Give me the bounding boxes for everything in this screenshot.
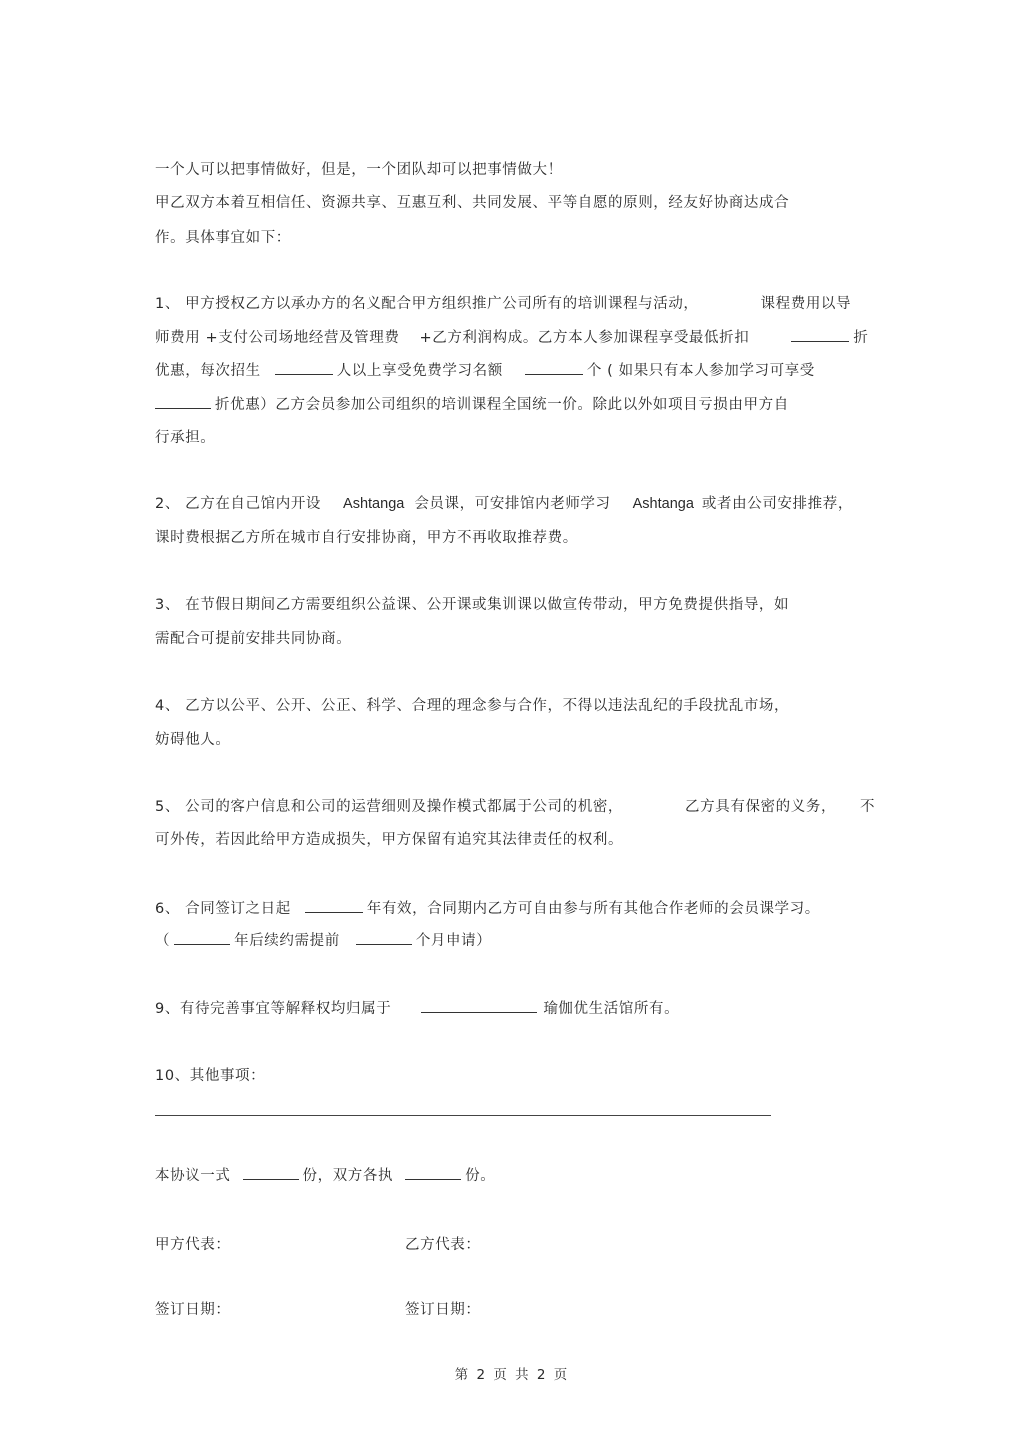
clause-5-line-1 [155, 797, 875, 817]
clause-1-line-3 [155, 360, 815, 381]
blank-field [155, 394, 211, 409]
clause-6-text: 年有效，合同期内乙方可自由参与所有其他合作老师的会员课学习。 [366, 901, 820, 917]
copies-text: 份，双方各执 [302, 1168, 394, 1184]
clause-5-text: 乙方具有保密的义务， [685, 799, 837, 815]
clause-2-line-2: 课时费根据乙方所在城市自行安排协商，甲方不再收取推荐费。 [155, 530, 578, 546]
clause-2-text: 会员课，可安排馆内老师学习 [414, 496, 611, 512]
clause-3-line-2: 需配合可提前安排共同协商。 [155, 631, 352, 647]
page-footer: 第 2 页 共 2 页 [454, 1367, 570, 1383]
clause-6-text: （ [155, 933, 171, 949]
clause-9-text: 9、有待完善事宜等解释权均归属于 [155, 1001, 392, 1017]
clause-1-text: 人以上享受免费学习名额 [336, 363, 503, 379]
intro-line-3: 作。具体事宜如下： [155, 230, 291, 246]
clause-1-text: 个 ( 如果只有本人参加学习可享受 [586, 363, 815, 379]
clause-1-text: 师费用 +支付公司场地经营及管理费 [155, 330, 400, 346]
clause-10-line: 10、其他事项： [155, 1068, 266, 1084]
clause-1-text: 优惠，每次招生 [155, 363, 261, 379]
clause-2-text: Ashtanga [343, 496, 405, 512]
intro-line-1: 一个人可以把事情做好，但是，一个团队却可以把事情做大！ [155, 162, 563, 178]
clause-1-line-2 [155, 327, 868, 348]
blank-field [275, 360, 333, 375]
clause-6-text: 个月申请） [415, 933, 492, 949]
clause-5-text: 5、 公司的客户信息和公司的运营细则及操作模式都属于公司的机密， [155, 799, 624, 815]
clause-6-text: 6、 合同签订之日起 [155, 901, 291, 917]
clause-9-text: 瑜伽优生活馆所有。 [543, 1001, 680, 1017]
clause-2-text: 2、 乙方在自己馆内开设 [155, 496, 322, 512]
clause-1-line-1 [155, 294, 851, 314]
blank-field [243, 1165, 299, 1180]
clause-1-text: 1、 甲方授权乙方以承办方的名义配合甲方组织推广公司所有的培训课程与活动， [155, 296, 699, 312]
clause-6-text: 年后续约需提前 [234, 933, 340, 949]
clause-9-line [155, 998, 679, 1019]
clause-5-line-2: 可外传，若因此给甲方造成损失，甲方保留有追究其法律责任的权利。 [155, 832, 624, 848]
clause-1-line-4 [155, 394, 789, 415]
clause-1-text: 折优惠）乙方会员参加公司组织的培训课程全国统一价。除此以外如项目亏损由甲方自 [215, 397, 789, 413]
blank-field [305, 898, 363, 913]
party-b-sign-date: 签订日期： [405, 1302, 481, 1318]
clause-4-line-1: 4、 乙方以公平、公开、公正、科学、合理的理念参与合作，不得以违法乱纪的手段扰乱市场， [155, 698, 790, 714]
clause-4-line-2: 妨碍他人。 [155, 732, 231, 748]
clause-6-line-1 [155, 898, 820, 919]
clause-1-line-5: 行承担。 [155, 430, 216, 446]
clause-2-text: 或者由公司安排推荐， [701, 496, 853, 512]
blank-field [421, 998, 537, 1013]
clause-2-line-1 [155, 494, 853, 514]
party-a-sign-date: 签订日期： [155, 1302, 231, 1318]
clause-6-line-2 [155, 930, 491, 951]
blank-field [174, 930, 230, 945]
clause-2-text: Ashtanga [632, 496, 694, 512]
party-b-representative: 乙方代表： [405, 1237, 481, 1253]
blank-field [525, 360, 583, 375]
party-a-representative: 甲方代表： [155, 1237, 231, 1253]
blank-field [405, 1165, 461, 1180]
clause-1-text: 课程费用以导 [760, 296, 852, 312]
copies-text: 份。 [465, 1168, 496, 1184]
copies-text: 本协议一式 [155, 1168, 231, 1184]
clause-1-text: +乙方利润构成。乙方本人参加课程享受最低折扣 [419, 330, 750, 346]
clause-1-text: 折 [853, 330, 869, 346]
blank-field [791, 327, 849, 342]
copies-line [155, 1165, 495, 1186]
clause-3-line-1: 3、 在节假日期间乙方需要组织公益课、公开课或集训课以做宣传带动，甲方免费提供指导，如 [155, 597, 790, 613]
intro-line-2: 甲乙双方本着互相信任、资源共享、互惠互利、共同发展、平等自愿的原则，经友好协商达成合 [155, 195, 790, 211]
clause-5-text: 不 [860, 799, 876, 815]
blank-field [356, 930, 412, 945]
other-matters-rule [155, 1115, 771, 1116]
